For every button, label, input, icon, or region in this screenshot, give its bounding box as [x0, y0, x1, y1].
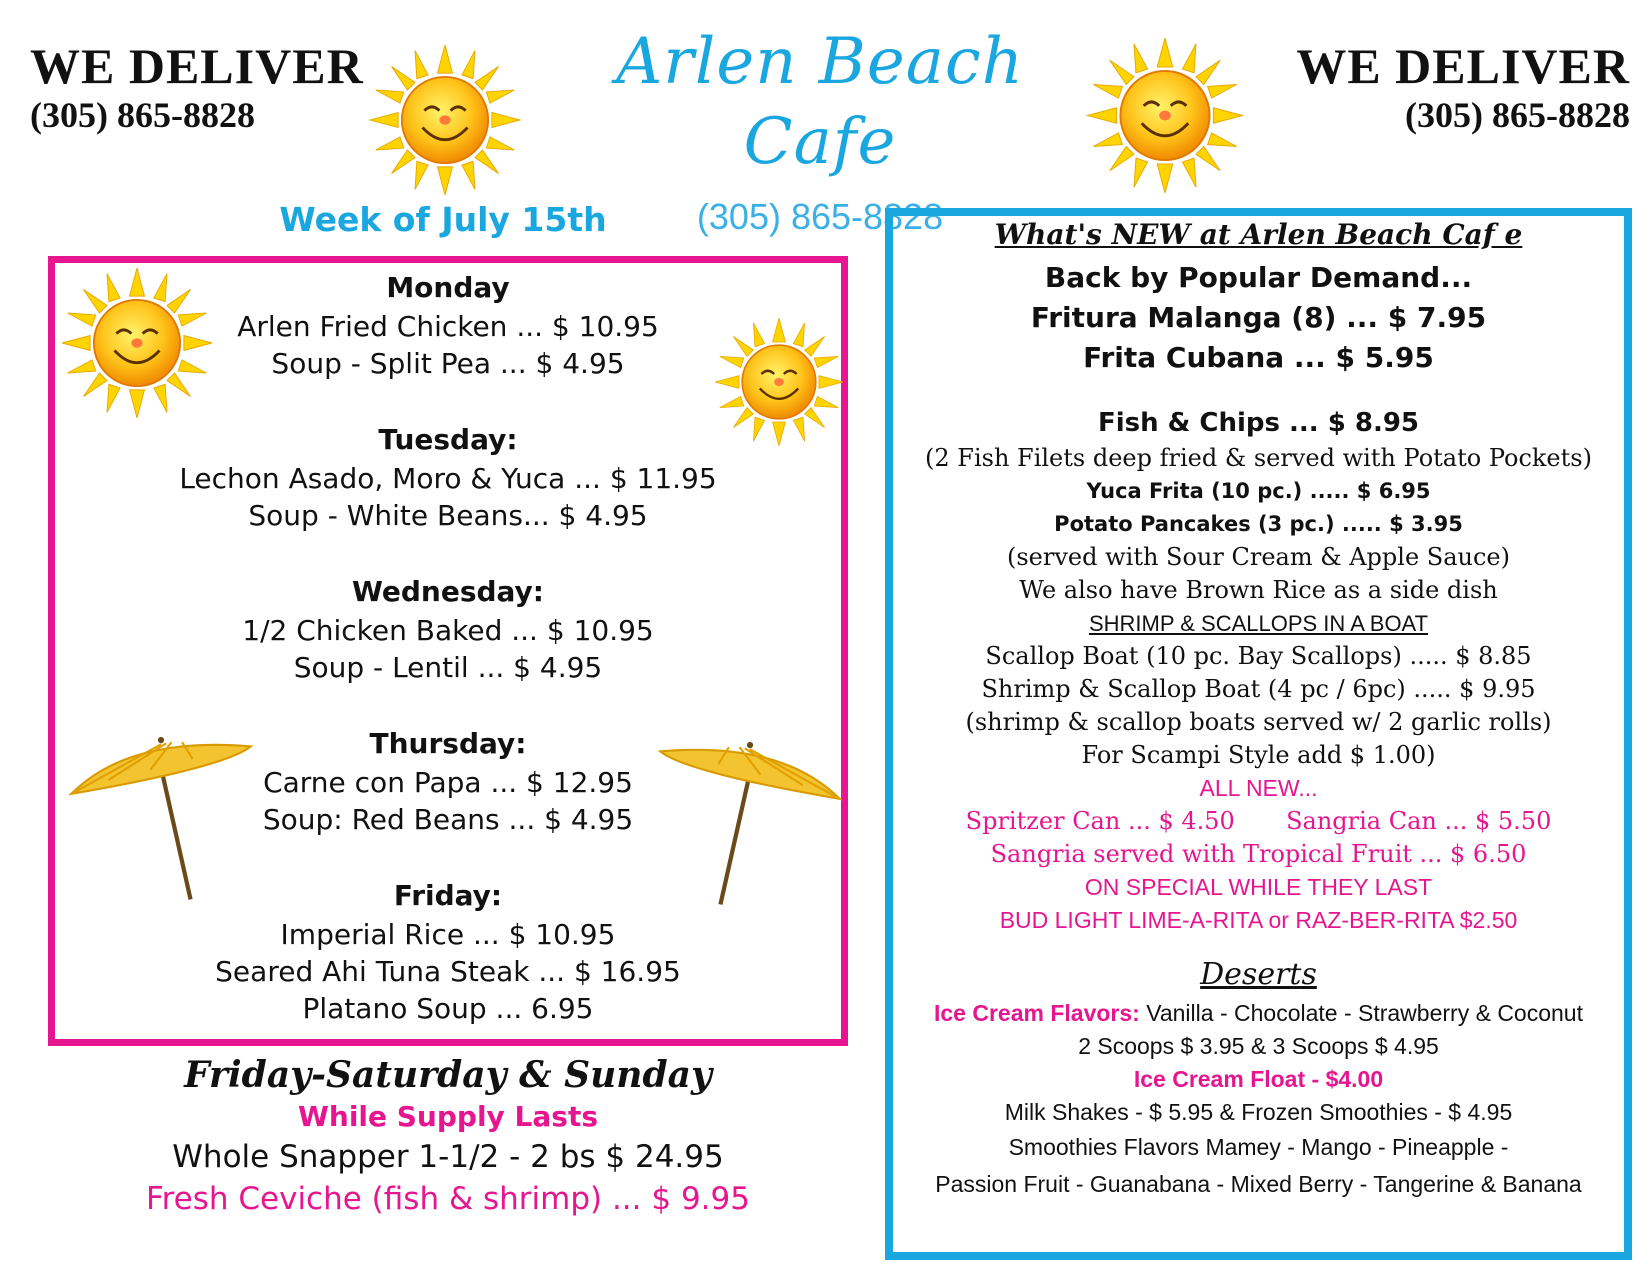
deliver-left-phone: (305) 865-8828	[30, 95, 255, 135]
menu-item: Yuca Frita (10 pc.) ..... $ 6.95	[1086, 479, 1431, 503]
popular-line: Back by Popular Demand...	[1044, 261, 1473, 294]
day-name: Monday	[386, 271, 510, 304]
menu-desc: (2 Fish Filets deep fried & served with Potato Pockets)	[925, 444, 1592, 472]
weekend-item: Fresh Ceviche (fish & shrimp) ... $ 9.95	[146, 1181, 750, 1217]
special-label: ON SPECIAL WHILE THEY LAST	[1084, 874, 1433, 900]
whats-new-content	[893, 212, 1624, 1203]
whats-new-heading: What's NEW at Arlen Beach Caf e	[994, 218, 1523, 251]
menu-desc: For Scampi Style add $ 1.00)	[1081, 741, 1436, 769]
day-thursday	[48, 724, 848, 838]
deliver-right-title: WE DELIVER	[1296, 38, 1630, 94]
menu-item: Sangria Can ... $ 5.50	[1286, 807, 1552, 835]
ice-cream-flavors: Vanilla - Chocolate - Strawberry & Coconut	[1146, 1000, 1583, 1026]
boat-heading: SHRIMP & SCALLOPS IN A BOAT	[1088, 611, 1429, 636]
popular-line: Frita Cubana ... $ 5.95	[1083, 341, 1434, 374]
brand-phone: (305) 865-8828	[696, 196, 944, 237]
drinks-line	[893, 805, 1624, 838]
menu-item: Soup - Lentil ... $ 4.95	[293, 651, 603, 684]
deliver-right-phone: (305) 865-8828	[1405, 95, 1630, 135]
popular-line: Fritura Malanga (8) ... $ 7.95	[1030, 301, 1487, 334]
menu-item: Spritzer Can ... $ 4.50	[965, 807, 1235, 835]
menu-item: Lechon Asado, Moro & Yuca ... $ 11.95	[179, 462, 717, 495]
weekend-subheading: While Supply Lasts	[298, 1100, 598, 1133]
menu-item: Seared Ahi Tuna Steak ... $ 16.95	[215, 955, 681, 988]
menu-item: Carne con Papa ... $ 12.95	[263, 766, 633, 799]
brand-name: Arlen Beach Cafe	[616, 25, 1024, 179]
menu-item: Ice Cream Float - $4.00	[1133, 1066, 1384, 1092]
menu-item: Imperial Rice ... $ 10.95	[280, 918, 616, 951]
weekend-item: Whole Snapper 1-1/2 - 2 bs $ 24.95	[172, 1139, 724, 1175]
menu-item: Platano Soup ... 6.95	[302, 992, 594, 1025]
day-name: Friday:	[393, 879, 503, 912]
menu-desc: We also have Brown Rice as a side dish	[1019, 576, 1498, 604]
menu-item: 1/2 Chicken Baked ... $ 10.95	[242, 614, 654, 647]
ice-cream-label: Ice Cream Flavors:	[934, 1000, 1140, 1026]
menu-item: Fish & Chips ... $ 8.95	[1097, 408, 1420, 438]
menu-item: Potato Pancakes (3 pc.) ..... $ 3.95	[1054, 512, 1463, 536]
menu-item: Scallop Boat (10 pc. Bay Scallops) ..... $ 8.85	[985, 642, 1532, 670]
daily-specials	[48, 268, 848, 1065]
menu-desc: (served with Sour Cream & Apple Sauce)	[1006, 543, 1510, 571]
weekend-specials	[48, 1052, 848, 1220]
day-name: Tuesday:	[378, 423, 518, 456]
menu-item: Soup: Red Beans ... $ 4.95	[262, 803, 634, 836]
weekend-heading: Friday-Saturday & Sunday	[184, 1054, 712, 1096]
menu-item: Soup - Split Pea ... $ 4.95	[271, 347, 625, 380]
menu-item: Sangria served with Tropical Fruit ... $ 6.50	[990, 840, 1527, 868]
menu-desc: (shrimp & scallop boats served w/ 2 garlic rolls)	[965, 708, 1552, 736]
sun-icon	[360, 45, 530, 195]
deliver-right	[1296, 38, 1630, 136]
day-name: Thursday:	[369, 727, 527, 760]
menu-item: 2 Scoops $ 3.95 & 3 Scoops $ 4.95	[1078, 1033, 1439, 1059]
day-monday	[48, 268, 848, 382]
day-name: Wednesday:	[351, 575, 545, 608]
deserts-heading: Deserts	[1200, 957, 1317, 992]
menu-item: Arlen Fried Chicken ... $ 10.95	[237, 310, 659, 343]
menu-item: BUD LIGHT LIME-A-RITA or RAZ-BER-RITA $2.50	[999, 907, 1518, 933]
menu-desc: Passion Fruit - Guanabana - Mixed Berry - Tangerine & Banana	[935, 1171, 1582, 1197]
week-heading: Week of July 15th	[279, 200, 607, 239]
day-wednesday	[48, 572, 848, 686]
menu-desc: Smoothies Flavors Mamey - Mango - Pineapple -	[1008, 1134, 1509, 1160]
menu-item: Shrimp & Scallop Boat (4 pc / 6pc) ..... $ 9.95	[981, 675, 1536, 703]
day-friday	[48, 876, 848, 1027]
sun-icon	[1080, 38, 1250, 193]
deliver-left	[30, 38, 364, 136]
day-tuesday	[48, 420, 848, 534]
all-new-label: ALL NEW...	[1199, 775, 1318, 801]
deliver-left-title: WE DELIVER	[30, 38, 364, 94]
ice-cream-line	[893, 997, 1624, 1030]
menu-item: Soup - White Beans... $ 4.95	[248, 499, 648, 532]
menu-item: Milk Shakes - $ 5.95 & Frozen Smoothies - $ 4.95	[1004, 1099, 1513, 1125]
